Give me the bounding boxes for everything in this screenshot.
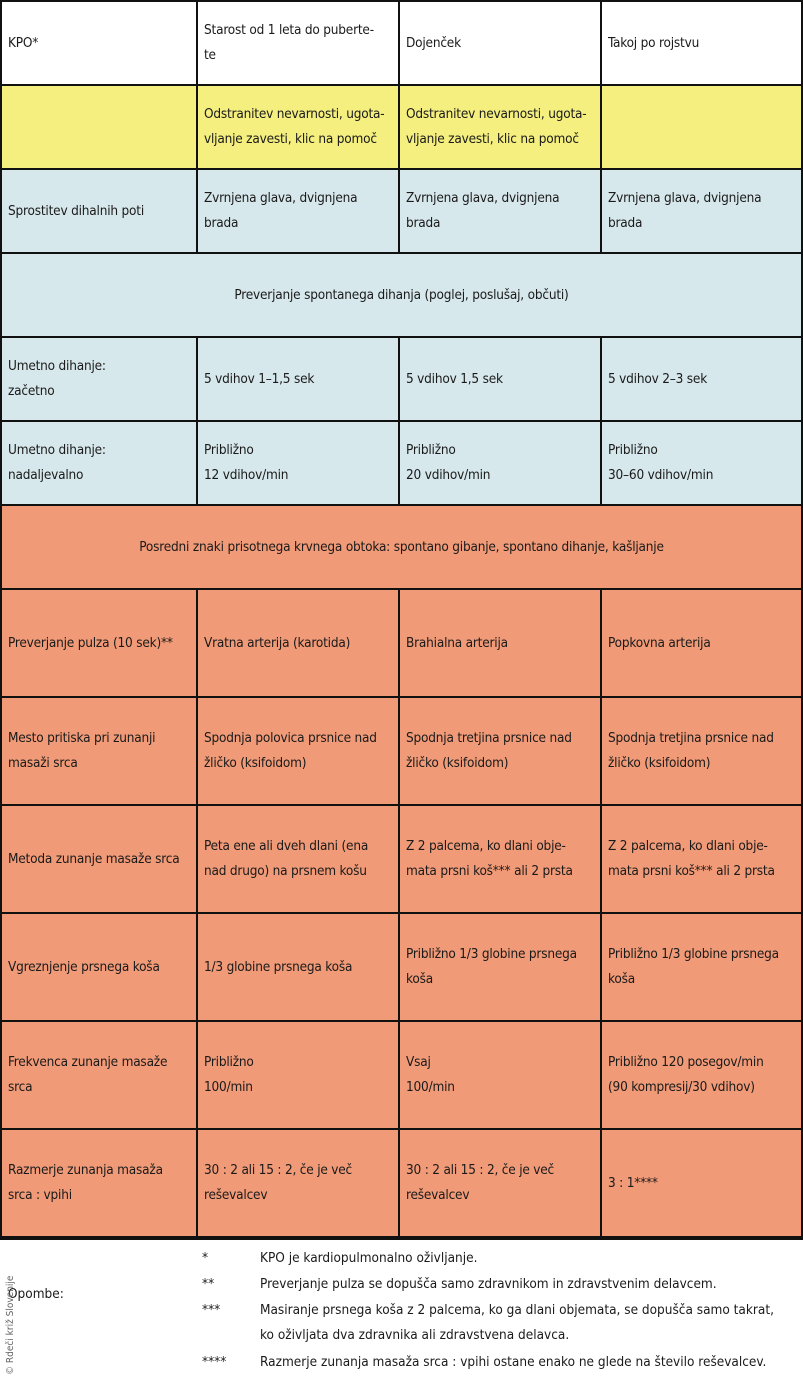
table-row <box>0 338 803 424</box>
row-label-cell <box>0 804 198 914</box>
cell-text: 5 vdihov 2–3 sek <box>608 370 708 387</box>
cell-text: Približno 30–60 vdihov/min <box>608 442 714 483</box>
table-cell <box>196 696 400 806</box>
cell-text: Spodnja tretjina prsnice nad žličko (ksifoidom) <box>608 730 774 771</box>
note-text: KPO je kardiopulmonalno oživljanje. <box>260 1250 478 1266</box>
cell-text: Vratna arterija (karotida) <box>204 634 351 651</box>
table-row <box>0 86 803 172</box>
table-row <box>0 590 803 700</box>
header-child-text: Starost od 1 leta do puberte- te <box>204 22 374 63</box>
cell-text: Brahialna arterija <box>406 634 508 651</box>
copyright-credit <box>3 1240 17 1380</box>
row-label: Umetno dihanje: začetno <box>8 358 106 399</box>
row-label-cell <box>0 420 198 506</box>
cell-text: Zvrnjena glava, dvignjena brada <box>608 190 762 231</box>
note-mark: **** <box>202 1354 227 1370</box>
row-label: Preverjanje pulza (10 sek)** <box>8 634 173 651</box>
cell-text: Spodnja tretjina prsnice nad žličko (ksifoidom) <box>406 730 572 771</box>
table-cell <box>196 420 400 506</box>
note-text: Razmerje zunanja masaža srca : vpihi ostane enako ne glede na število reševalcev. <box>260 1354 767 1370</box>
table-cell <box>600 84 803 170</box>
table-cell <box>196 336 400 422</box>
row-label-cell <box>0 912 198 1022</box>
table-cell <box>600 336 803 422</box>
table-cell <box>398 336 602 422</box>
table-row <box>0 422 803 508</box>
cell-text: Odstranitev nevarnosti, ugota- vljanje zavesti, klic na pomoč <box>406 106 587 147</box>
cell-text: Peta ene ali dveh dlani (ena nad drugo) na prsnem košu <box>204 838 369 879</box>
cell-text: Približno 20 vdihov/min <box>406 442 491 483</box>
row-label-cell <box>0 84 198 170</box>
cell-text: Približno 120 posegov/min (90 kompresij/30 vdihov) <box>608 1054 764 1095</box>
table-row <box>0 914 803 1024</box>
cell-text: 30 : 2 ali 15 : 2, če je več reševalcev <box>204 1162 353 1203</box>
note-text: Masiranje prsnega koša z 2 palcema, ko ga dlani objemata, se dopušča samo takrat, ko oživljata dva zdravnika ali zdravstvena delavca. <box>260 1302 774 1343</box>
row-label-cell <box>0 1128 198 1238</box>
header-cell-newborn <box>600 0 803 86</box>
table-row <box>0 1022 803 1132</box>
table-cell <box>600 912 803 1022</box>
table-cell <box>196 912 400 1022</box>
header-cell-infant <box>398 0 602 86</box>
cell-text: Popkovna arterija <box>608 634 711 651</box>
cell-text: Z 2 palcema, ko dlani obje- mata prsni koš*** ali 2 prsta <box>608 838 775 879</box>
table-cell <box>196 588 400 698</box>
table-cell <box>196 168 400 254</box>
table-cell <box>398 804 602 914</box>
cell-text: 5 vdihov 1–1,5 sek <box>204 370 315 387</box>
spanning-text: Posredni znaki prisotnega krvnega obtoka: spontano gibanje, spontano dihanje, kašljanje <box>139 538 664 555</box>
note-item <box>202 1246 803 1271</box>
row-label-cell <box>0 1020 198 1130</box>
note-mark: * <box>202 1250 209 1266</box>
note-item <box>202 1350 803 1375</box>
cell-text: Približno 12 vdihov/min <box>204 442 289 483</box>
table-cell <box>398 1020 602 1130</box>
spanning-cell <box>0 252 803 338</box>
cell-text: Zvrnjena glava, dvignjena brada <box>204 190 358 231</box>
header-kpo-text: KPO* <box>8 34 39 51</box>
row-label: Metoda zunanje masaže srca <box>8 850 180 867</box>
row-label-cell <box>0 168 198 254</box>
table-cell <box>600 696 803 806</box>
table-cell <box>398 912 602 1022</box>
table-cell <box>398 1128 602 1238</box>
table-cell <box>600 420 803 506</box>
cell-text: Približno 100/min <box>204 1054 254 1095</box>
cell-text: 30 : 2 ali 15 : 2, če je več reševalcev <box>406 1162 555 1203</box>
cell-text: 3 : 1**** <box>608 1174 658 1191</box>
row-label-cell <box>0 588 198 698</box>
header-cell-child <box>196 0 400 86</box>
row-label: Frekvenca zunanje masaže srca <box>8 1054 168 1095</box>
note-mark: ** <box>202 1276 215 1292</box>
copyright-text: © Rdeči križ Slovenije <box>5 1275 16 1375</box>
table-cell <box>196 1128 400 1238</box>
row-label: Mesto pritiska pri zunanji masaži srca <box>8 730 156 771</box>
row-label-cell <box>0 696 198 806</box>
row-label: Sprostitev dihalnih poti <box>8 202 144 219</box>
table-cell <box>600 168 803 254</box>
cell-text: Odstranitev nevarnosti, ugota- vljanje zavesti, klic na pomoč <box>204 106 385 147</box>
header-infant-text: Dojenček <box>406 34 461 51</box>
table-row <box>0 698 803 808</box>
table-cell <box>600 1020 803 1130</box>
row-label: Razmerje zunanja masaža srca : vpihi <box>8 1162 163 1203</box>
table-cell <box>398 84 602 170</box>
notes-section <box>0 1238 803 1384</box>
table-cell <box>600 1128 803 1238</box>
table-cell <box>600 804 803 914</box>
table-row <box>0 170 803 256</box>
table-row <box>0 1130 803 1240</box>
cell-text: Približno 1/3 globine prsnega koša <box>608 946 779 987</box>
cell-text: 5 vdihov 1,5 sek <box>406 370 503 387</box>
cell-text: Približno 1/3 globine prsnega koša <box>406 946 577 987</box>
header-cell-kpo <box>0 0 198 86</box>
row-label-cell <box>0 336 198 422</box>
row-label: Vgreznjenje prsnega koša <box>8 958 160 975</box>
note-mark: *** <box>202 1302 221 1318</box>
cell-text: Z 2 palcema, ko dlani obje- mata prsni koš*** ali 2 prsta <box>406 838 573 879</box>
table-cell <box>196 1020 400 1130</box>
table-cell <box>196 804 400 914</box>
spanning-text: Preverjanje spontanega dihanja (poglej, poslušaj, občuti) <box>234 286 569 303</box>
note-item <box>202 1272 803 1297</box>
table-cell <box>398 168 602 254</box>
table-cell <box>398 420 602 506</box>
cell-text: 1/3 globine prsnega koša <box>204 958 353 975</box>
table-cell <box>600 588 803 698</box>
note-text: Preverjanje pulza se dopušča samo zdravnikom in zdravstvenim delavcem. <box>260 1276 717 1292</box>
notes-label: Opombe: <box>8 1286 64 1302</box>
table-row-span <box>0 506 803 592</box>
header-newborn-text: Takoj po rojstvu <box>608 34 700 51</box>
table-cell <box>398 588 602 698</box>
note-item <box>202 1298 803 1348</box>
table-row <box>0 806 803 916</box>
cell-text: Spodnja polovica prsnice nad žličko (ksifoidom) <box>204 730 377 771</box>
table-cell <box>196 84 400 170</box>
row-label: Umetno dihanje: nadaljevalno <box>8 442 106 483</box>
header-row <box>0 0 803 86</box>
cell-text: Vsaj 100/min <box>406 1054 455 1095</box>
spanning-cell <box>0 504 803 590</box>
table-row-span <box>0 254 803 340</box>
cell-text: Zvrnjena glava, dvignjena brada <box>406 190 560 231</box>
table-cell <box>398 696 602 806</box>
